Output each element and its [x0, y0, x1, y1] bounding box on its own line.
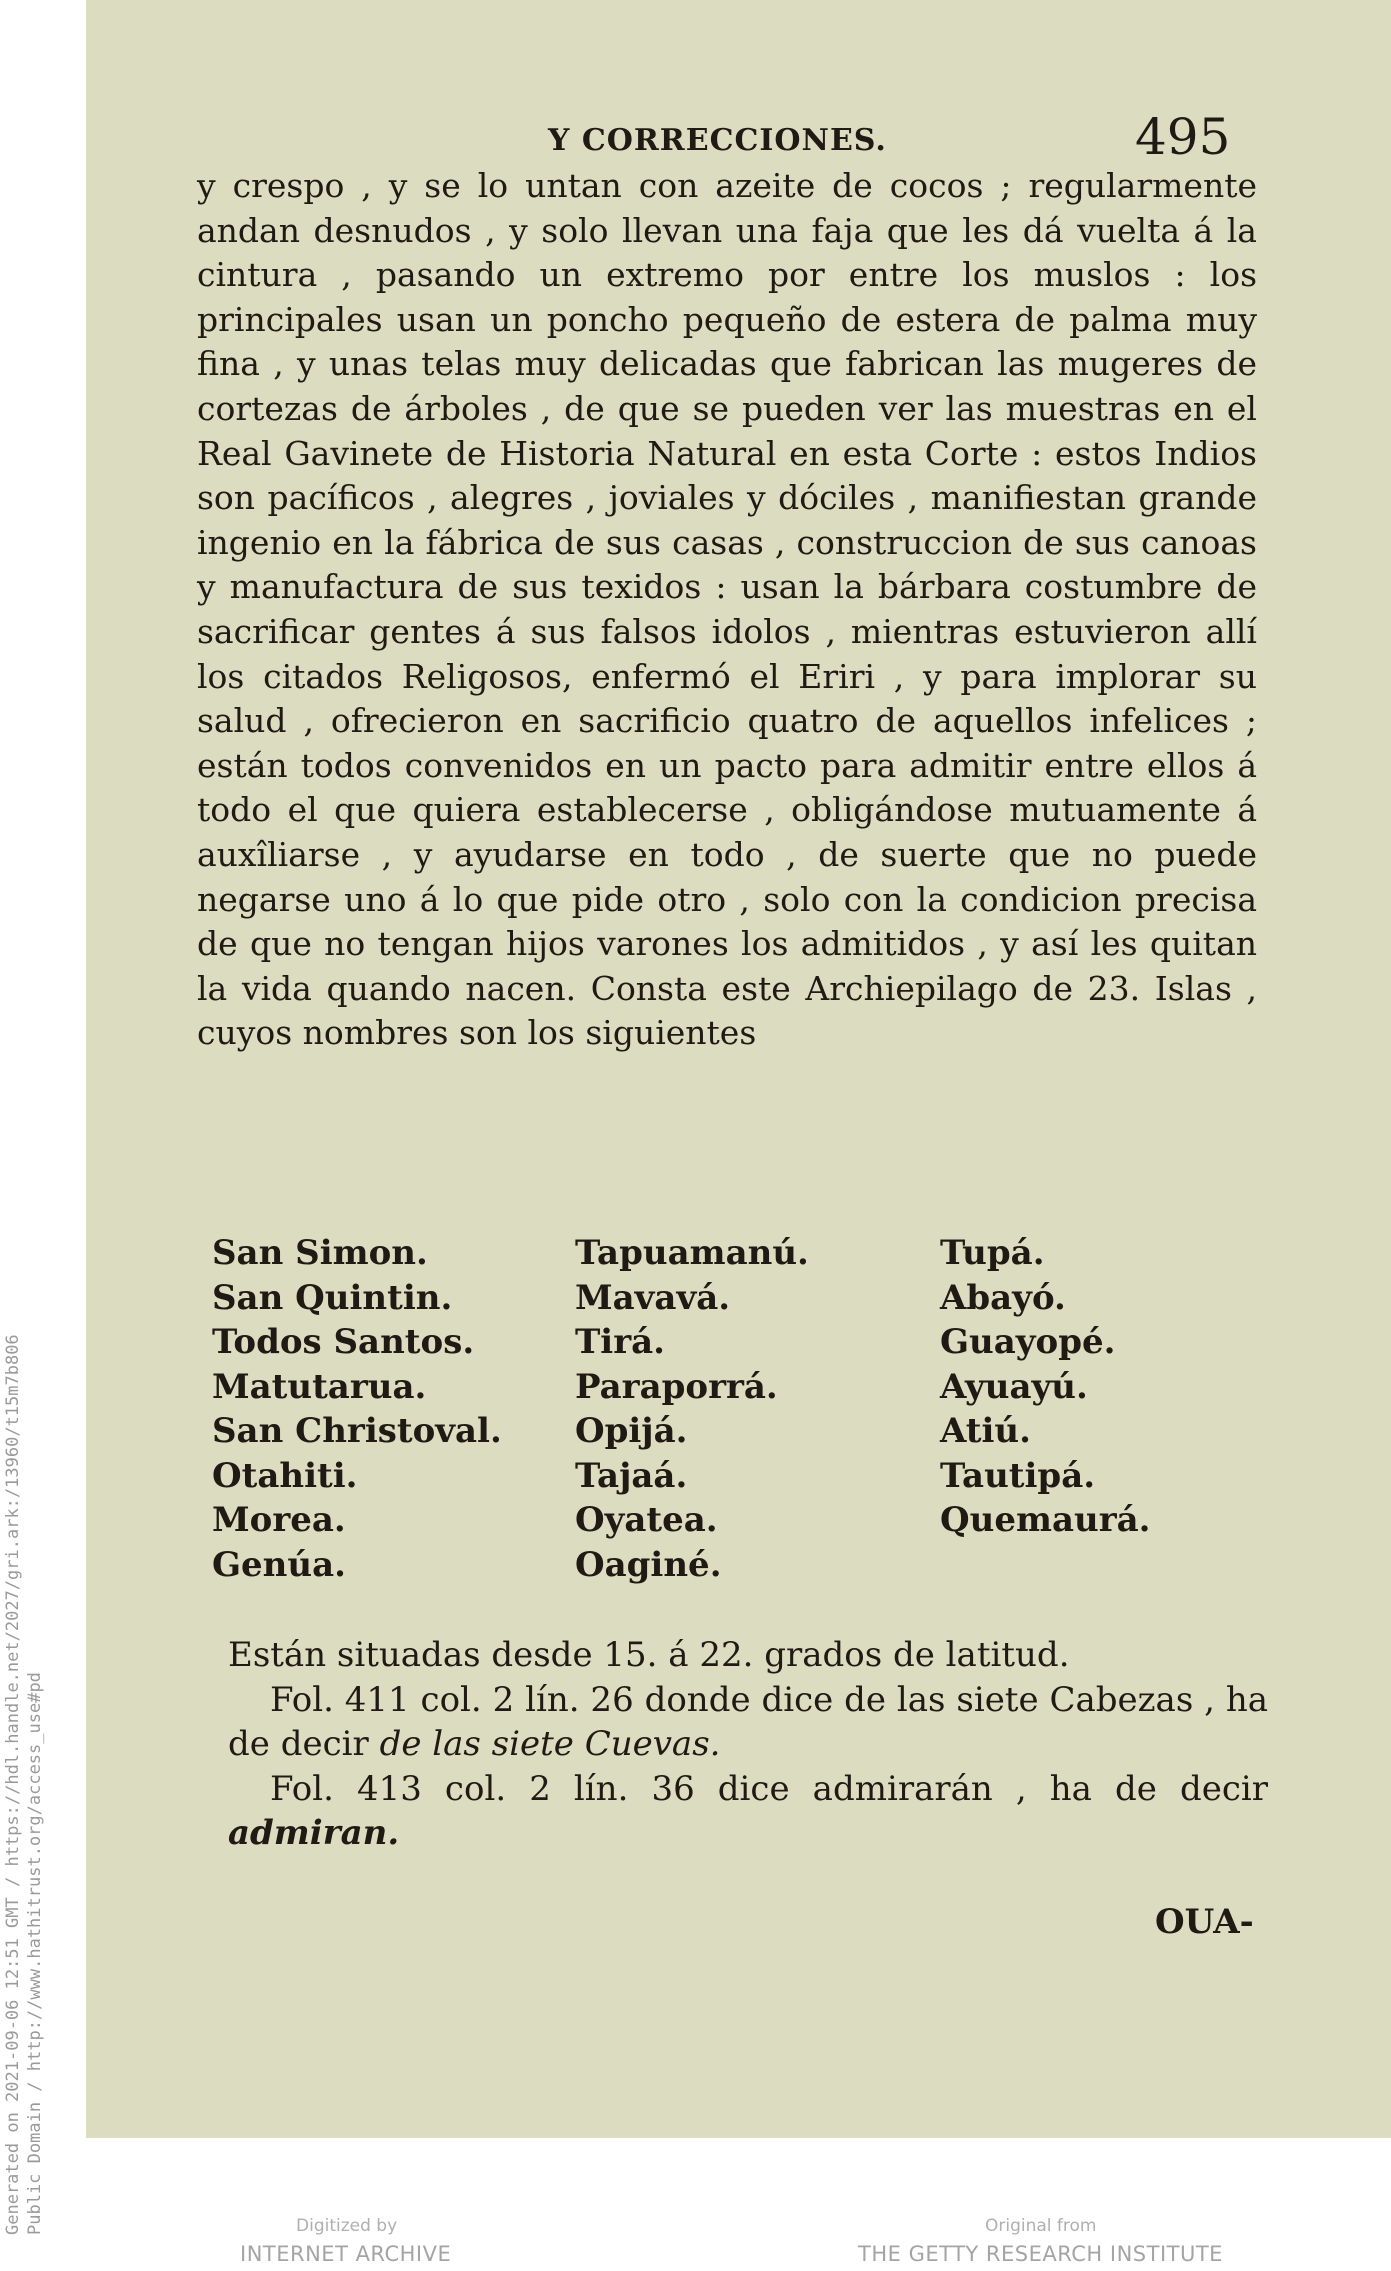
correction-2-text: Fol. 413 col. 2 lín. 36 dice admirarán , ha de decir: [270, 1768, 1268, 1809]
island-name: Mavavá.: [575, 1277, 731, 1318]
island-name: Tautipá.: [940, 1455, 1096, 1496]
hathitrust-margin-stamp: [2, 1334, 46, 2235]
island-name: Opijá.: [575, 1411, 688, 1451]
correction-2-replacement: admiran.: [228, 1813, 400, 1853]
island-name: Tajaá.: [575, 1455, 688, 1496]
catchword: OUA-: [1155, 1902, 1254, 1942]
island-name: Paraporrá.: [575, 1366, 778, 1407]
island-name: Guayopé.: [940, 1322, 1116, 1362]
digitized-by-source: INTERNET ARCHIVE: [240, 2242, 452, 2266]
island-name: Quemaurá.: [940, 1500, 1151, 1540]
errata-section: [228, 1633, 1268, 1856]
errata-correction-1: [228, 1678, 1268, 1767]
island-list-column-1: [212, 1231, 502, 1587]
island-name: Tupá.: [940, 1233, 1045, 1273]
island-name: San Simon.: [212, 1233, 428, 1273]
correction-1-replacement: de las siete Cuevas.: [379, 1724, 721, 1764]
island-name: Matutarua.: [212, 1366, 427, 1407]
errata-correction-2: [228, 1767, 1268, 1856]
digitized-by-label: Digitized by: [296, 2216, 398, 2236]
correction-1-text: Fol. 411 col. 2 lín. 26 donde dice de las siete Cabezas , ha de decir: [228, 1679, 1268, 1764]
island-list-column-3: [940, 1231, 1150, 1543]
island-name: Genúa.: [212, 1544, 346, 1585]
stamp-line-generated: Generated on 2021-09-06 12:51 GMT / https://hdl.handle.net/2027/gri.ark:/13960/t15m7b806: [3, 1334, 23, 2235]
latitude-line: Están situadas desde 15. á 22. grados de latitud.: [228, 1635, 1070, 1675]
page-number: 495: [1135, 108, 1231, 166]
island-name: Atiú.: [940, 1411, 1031, 1451]
island-name: Morea.: [212, 1500, 346, 1540]
island-name: Oaginé.: [575, 1544, 722, 1585]
original-from-source: THE GETTY RESEARCH INSTITUTE: [858, 2242, 1223, 2266]
island-name: Oyatea.: [575, 1500, 718, 1540]
island-name: Todos Santos.: [212, 1322, 475, 1362]
island-name: Ayuayú.: [940, 1366, 1088, 1407]
body-paragraph: y crespo , y se lo untan con azeite de cocos ; regularmente andan desnudos , y solo llevan una faja que les dá vuelta á la cintura , pasando un extremo por entre los muslos : los principales usan un poncho pequeño de estera de palma muy fina , y unas telas muy delicadas que fabrican las mugeres de cortezas de árboles , de que se pueden ver las muestras en el Real Gavinete de Historia Natural en esta Corte : estos Indios son pacíficos , alegres , joviales y dóciles , manifiestan grande ingenio en la fábrica de sus casas , construccion de sus canoas y manufactura de sus texidos : usan la bárbara costumbre de sacrificar gentes á sus falsos idolos , mientras estuvieron allí los citados Religosos, enfermó el Eriri , y para implorar su salud , ofrecieron en sacrificio quatro de aquellos infelices ; están todos convenidos en un pacto para admitir entre ellos á todo el que quiera establecerse , obligándose mutuamente á auxîliarse , y ayudarse en todo , de suerte que no puede negarse uno á lo que pide otro , solo con la condicion precisa de que no tengan hijos varones los admitidos , y así les quitan la vida quando nacen. Consta este Archiepilago de 23. Islas , cuyos nombres son los siguientes: [197, 166, 1257, 1053]
island-name: Abayó.: [940, 1277, 1066, 1318]
island-name: Tirá.: [575, 1322, 665, 1362]
island-name: Otahiti.: [212, 1455, 358, 1496]
original-from-label: Original from: [985, 2216, 1097, 2236]
island-name: San Quintin.: [212, 1277, 453, 1318]
island-list-column-2: [575, 1231, 809, 1587]
running-title: Y CORRECCIONES.: [548, 123, 887, 158]
island-name: Tapuamanú.: [575, 1233, 809, 1273]
island-name: San Christoval.: [212, 1411, 502, 1451]
stamp-line-rights: Public Domain / http://www.hathitrust.org/access_use#pd: [25, 1672, 45, 2235]
